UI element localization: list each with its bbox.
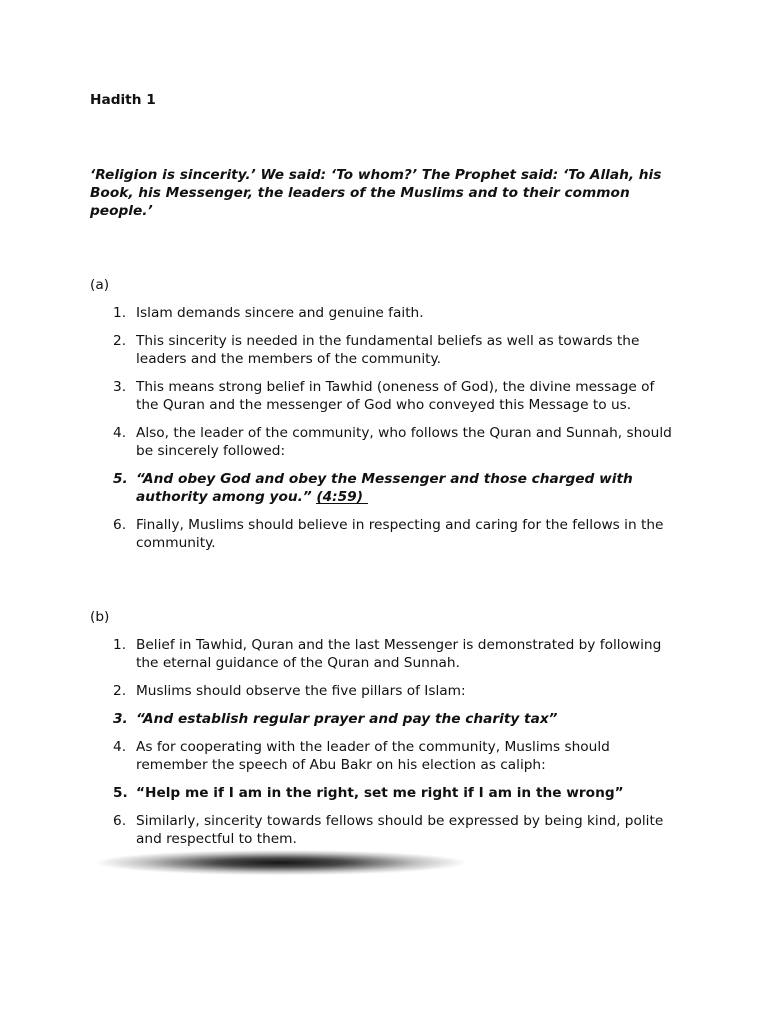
- item-number: 4.: [113, 425, 127, 441]
- item-text-line: authority among you.”: [136, 489, 312, 505]
- list-item-quran-quote: [90, 710, 690, 728]
- item-number: 6.: [113, 517, 127, 533]
- list-item: [90, 304, 690, 322]
- item-text-line: the Quran and the messenger of God who conveyed this Message to us.: [136, 397, 632, 413]
- item-text-line: Finally, Muslims should believe in respecting and caring for the fellows in the: [136, 517, 664, 533]
- item-text-line-with-citation: [136, 488, 690, 506]
- item-text-line: “And obey God and obey the Messenger and those charged with: [136, 471, 633, 487]
- hadith-quote: [90, 166, 661, 220]
- item-text-line: Belief in Tawhid, Quran and the last Messenger is demonstrated by following: [136, 637, 662, 653]
- item-number: 3.: [113, 379, 127, 395]
- item-text-line: Muslims should observe the five pillars of Islam:: [136, 683, 466, 699]
- item-number: 2.: [113, 683, 127, 699]
- section-a-list: [90, 304, 690, 562]
- item-number: 1.: [113, 305, 127, 321]
- list-item: [90, 738, 690, 774]
- item-text-line: the eternal guidance of the Quran and Sunnah.: [136, 655, 460, 671]
- item-number: 6.: [113, 813, 127, 829]
- list-item: [90, 516, 690, 552]
- item-number: 1.: [113, 637, 127, 653]
- item-number: 3.: [113, 711, 128, 727]
- item-number: 4.: [113, 739, 127, 755]
- quote-line: ‘Religion is sincerity.’ We said: ‘To whom?’ The Prophet said: ‘To Allah, his: [90, 167, 662, 183]
- list-item-quran-quote: [90, 470, 690, 506]
- quote-line: people.’: [90, 203, 153, 219]
- item-text-line: Also, the leader of the community, who follows the Quran and Sunnah, should: [136, 425, 672, 441]
- list-item: [90, 332, 690, 368]
- list-item: [90, 636, 690, 672]
- section-b-label: (b): [90, 609, 110, 625]
- item-text-line: As for cooperating with the leader of the community, Muslims should: [136, 739, 610, 755]
- item-number: 5.: [113, 785, 128, 801]
- item-text-line: This means strong belief in Tawhid (oneness of God), the divine message of: [136, 379, 655, 395]
- item-text-line: leaders and the members of the community.: [136, 351, 441, 367]
- item-text-line: and respectful to them.: [136, 831, 297, 847]
- list-item-abu-bakr-quote: [90, 784, 690, 802]
- item-number: 2.: [113, 333, 127, 349]
- section-a-label: (a): [90, 277, 110, 293]
- item-text-line: Similarly, sincerity towards fellows should be expressed by being kind, polite: [136, 813, 664, 829]
- list-item: [90, 378, 690, 414]
- list-item: [90, 812, 690, 848]
- list-item: [90, 424, 690, 460]
- item-text-line: be sincerely followed:: [136, 443, 286, 459]
- item-text-line: Islam demands sincere and genuine faith.: [136, 305, 424, 321]
- item-text-line: This sincerity is needed in the fundamental beliefs as well as towards the: [136, 333, 640, 349]
- document-title: Hadith 1: [90, 92, 156, 108]
- section-b-list: [90, 636, 690, 858]
- page-curl-shadow: [95, 850, 467, 878]
- item-text-line: “And establish regular prayer and pay the charity tax”: [136, 711, 558, 727]
- quote-line: Book, his Messenger, the leaders of the Muslims and to their common: [90, 185, 630, 201]
- list-item: [90, 682, 690, 700]
- item-number: 5.: [113, 471, 128, 487]
- item-text-line: remember the speech of Abu Bakr on his election as caliph:: [136, 757, 546, 773]
- item-text-line: community.: [136, 535, 216, 551]
- item-text-line: “Help me if I am in the right, set me right if I am in the wrong”: [136, 785, 624, 801]
- verse-citation: (4:59): [316, 488, 368, 506]
